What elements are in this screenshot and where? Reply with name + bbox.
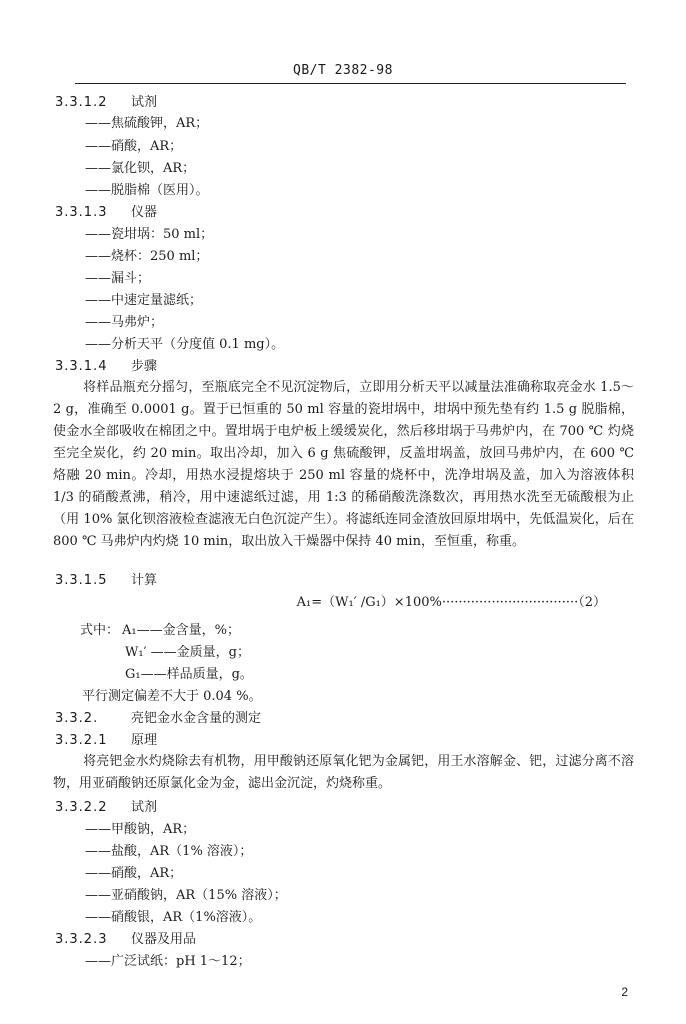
section-number: 3.3.2.3 (55, 932, 108, 947)
variable-definition: W₁′ ——金质量，g； (125, 645, 250, 660)
formula-2: A₁=（W₁′ /G₁）×100%·································（2） (296, 595, 606, 610)
page-number: 2 (621, 985, 628, 999)
section-number: 3.3.1.5 (55, 573, 108, 588)
principle-paragraph (53, 751, 634, 795)
list-item: ——马弗炉； (85, 315, 164, 330)
procedure-paragraph (53, 377, 634, 553)
principle-text: 将亮钯金水灼烧除去有机物，用甲酸钠还原氧化钯为金属钯，用王水溶解金、钯，过滤分离不溶物，用亚硝酸钠还原氯化金为金，滤出金沉淀，灼烧称重。 (53, 754, 634, 791)
section-title: 亮钯金水金含量的测定 (131, 711, 262, 726)
list-item: ——广泛试纸：pH 1～12； (85, 954, 251, 969)
heading-3312 (55, 95, 157, 111)
section-number: 3.3.2.1 (55, 733, 108, 748)
section-title: 仪器及用品 (131, 932, 197, 947)
heading-332 (55, 711, 261, 727)
variable-definition: G₁——样品质量，g。 (125, 667, 253, 682)
variable-definition: A₁——金含量，%； (122, 623, 240, 638)
list-item: ——烧杯：250 ml； (85, 249, 209, 264)
section-number: 3.3.1.2 (55, 95, 108, 110)
section-title: 试剂 (131, 95, 158, 110)
list-item: ——甲酸钠，AR； (85, 822, 196, 837)
section-number: 3.3.2. (55, 711, 99, 726)
heading-3323 (55, 932, 196, 948)
list-item: ——分析天平（分度值 0.1 mg）。 (85, 337, 285, 352)
section-number: 3.3.2.2 (55, 800, 108, 815)
list-item: ——硝酸，AR； (85, 139, 183, 154)
heading-3314 (55, 359, 157, 375)
list-item: ——氯化钡，AR； (85, 161, 196, 176)
list-item: ——中速定量滤纸； (85, 293, 203, 308)
header-rule (75, 83, 626, 84)
list-item: ——漏斗； (85, 271, 151, 286)
list-item: ——焦硫酸钾，AR； (85, 116, 209, 131)
section-number: 3.3.1.3 (55, 205, 108, 220)
section-title: 步骤 (131, 359, 158, 374)
list-item: ——盐酸，AR（1% 溶液）； (85, 844, 253, 859)
list-item: ——瓷坩埚：50 ml； (85, 227, 214, 242)
list-item: ——硝酸银，AR（1%溶液）。 (85, 910, 262, 925)
document-code: QB/T 2382-98 (293, 63, 393, 78)
heading-3315 (55, 573, 157, 589)
heading-3321 (55, 733, 157, 749)
where-label: 式中： (80, 623, 120, 638)
heading-3313 (55, 205, 157, 221)
tolerance-note: 平行测定偏差不大于 0.04 %。 (82, 689, 262, 704)
section-title: 试剂 (131, 800, 158, 815)
section-title: 计算 (131, 573, 158, 588)
section-number: 3.3.1.4 (55, 359, 108, 374)
heading-3322 (55, 800, 157, 816)
section-title: 原理 (131, 733, 158, 748)
list-item: ——脱脂棉（医用）。 (85, 183, 209, 198)
procedure-text: 将样品瓶充分摇匀，至瓶底完全不见沉淀物后，立即用分析天平以减量法准确称取亮金水 1.5～2 g，准确至 0.0001 g。置于已恒重的 50 ml 容量的瓷坩埚中，坩埚中预先垫有约 1.5 g 脱脂棉，使金水全部吸收在棉团之中。置坩埚于电炉板上缓缓炭化，然后移坩埚于马弗炉内，在 700 ℃ 灼烧至完全炭化，约 20 min。取出冷却，加入 6 g 焦硫酸钾，反盖坩埚盖，放回马弗炉内，在 600 ℃ 烙融 20 min。冷却，用热水浸提熔块于 250 ml 容量的烧杯中，洗净坩埚及盖，加入为溶液体积 1/3 的硝酸煮沸，稍冷，用中速滤纸过滤，用 1:3 的稀硝酸洗涤数次，再用热水洗至无硫酸根为止（用 10% 氯化钡溶液检查滤液无白色沉淀产生）。将滤纸连同金渣放回原坩埚中，先低温炭化，后在 800 ℃ 马弗炉内灼烧 10 min，取出放入干燥器中保持 40 min，至恒重，称重。 (53, 380, 634, 549)
list-item: ——硝酸，AR； (85, 866, 183, 881)
list-item: ——亚硝酸钠，AR（15% 溶液）； (85, 888, 287, 903)
section-title: 仪器 (131, 205, 158, 220)
